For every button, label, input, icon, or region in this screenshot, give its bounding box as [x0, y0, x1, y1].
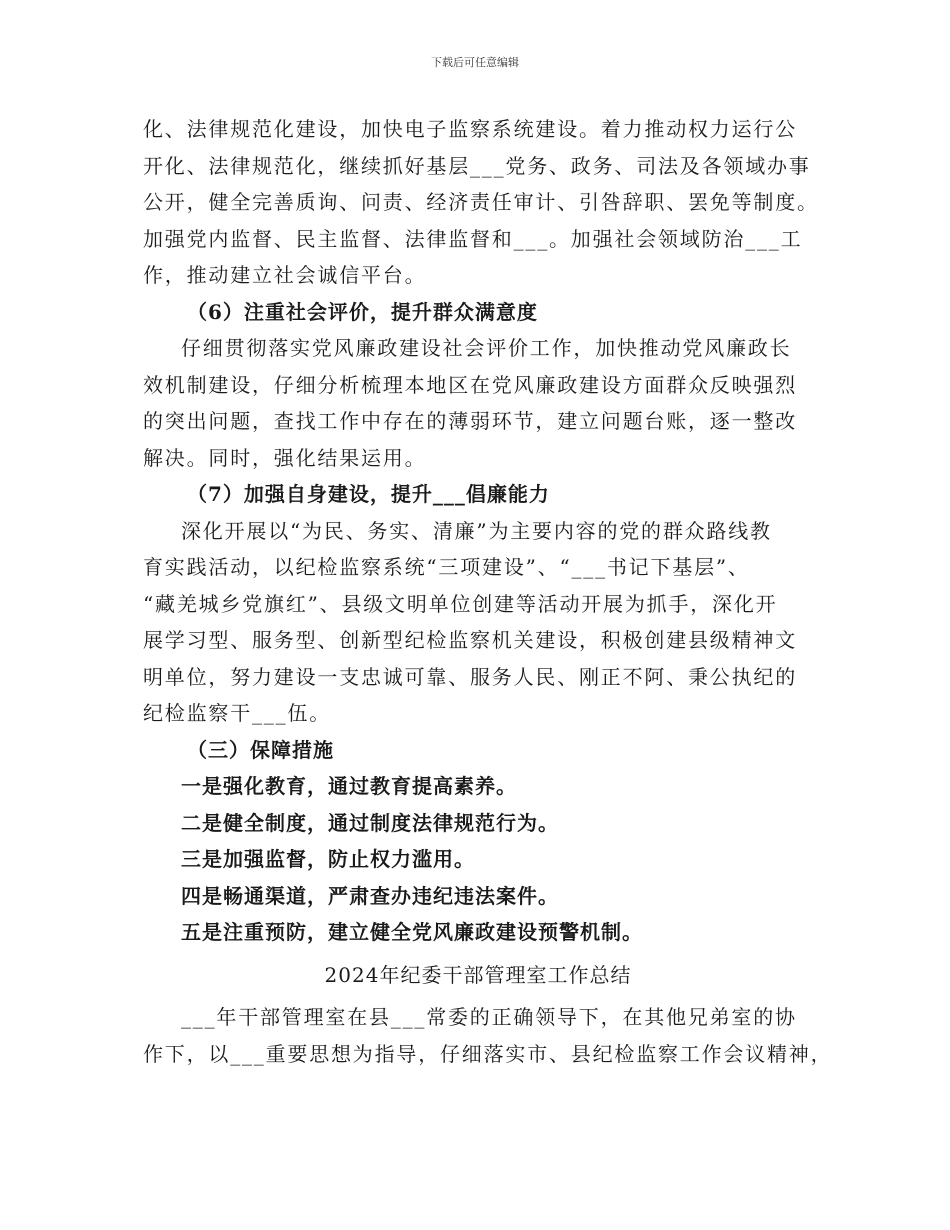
paragraph-line: 加强党内监督、民主监督、法律监督和___。加强社会领域防治___工	[143, 226, 803, 251]
paragraph-line: 公开，健全完善质询、问责、经济责任审计、引咎辞职、罢免等制度。	[143, 190, 819, 214]
paragraph-line: ___年干部管理室在县___常委的正确领导下，在其他兄弟室的协	[181, 1005, 797, 1029]
paragraph-line: “藏羌城乡党旗红”、县级文明单位创建等活动开展为抓手，深化开	[143, 591, 778, 616]
section-heading-7: （7）加强自身建设，提升___倡廉能力	[187, 482, 550, 506]
paragraph-line: 效机制建设，仔细分析梳理本地区在党风廉政建设方面群众反映强烈	[143, 372, 797, 397]
document-body	[143, 111, 833, 1072]
section-heading-measures: （三）保障措施	[187, 737, 334, 762]
paragraph-line: 展学习型、服务型、创新型纪检监察机关建设，积极创建县级精神文	[143, 628, 797, 652]
paragraph-line: 深化开展以“为民、务实、清廉”为主要内容的党的群众路线教	[181, 518, 772, 543]
page-header: 下载后可任意编辑	[431, 56, 519, 69]
paragraph-line: 明单位，努力建设一支忠诚可靠、服务人民、刚正不阿、秉公执纪的	[143, 664, 797, 689]
document-title: 2024年纪委干部管理室工作总结	[324, 962, 632, 987]
measure-item: 二是健全制度，通过制度法律规范行为。	[181, 810, 559, 835]
paragraph-line: 解决。同时，强化结果运用。	[143, 445, 427, 470]
paragraph-line: 纪检监察干___伍。	[143, 701, 331, 725]
paragraph-line: 化、法律规范化建设，加快电子监察系统建设。着力推动权力运行公	[143, 117, 797, 141]
paragraph-line: 育实践活动，以纪检监察系统“三项建设”、“___书记下基层”、	[143, 555, 750, 579]
measure-item: 四是畅通渠道，严肃查办违纪违法案件。	[181, 883, 559, 908]
paragraph-line: 开化、法律规范化，继续抓好基层___党务、政务、司法及各领域办事	[143, 153, 811, 178]
measure-item: 一是强化教育，通过教育提高素养。	[181, 774, 517, 798]
paragraph-line: 作下，以___重要思想为指导，仔细落实市、县纪检监察工作会议精神，	[143, 1041, 833, 1066]
measure-item: 五是注重预防，建立健全党风廉政建设预警机制。	[181, 920, 643, 944]
section-heading-6: （6）注重社会评价，提升群众满意度	[187, 299, 538, 324]
paragraph-line: 仔细贯彻落实党风廉政建设社会评价工作，加快推动党风廉政长	[181, 336, 792, 360]
measure-item: 三是加强监督，防止权力滥用。	[181, 847, 475, 871]
paragraph-line: 的突出问题，查找工作中存在的薄弱环节，建立问题台账，逐一整改	[143, 409, 797, 433]
paragraph-line: 作，推动建立社会诚信平台。	[143, 263, 427, 287]
